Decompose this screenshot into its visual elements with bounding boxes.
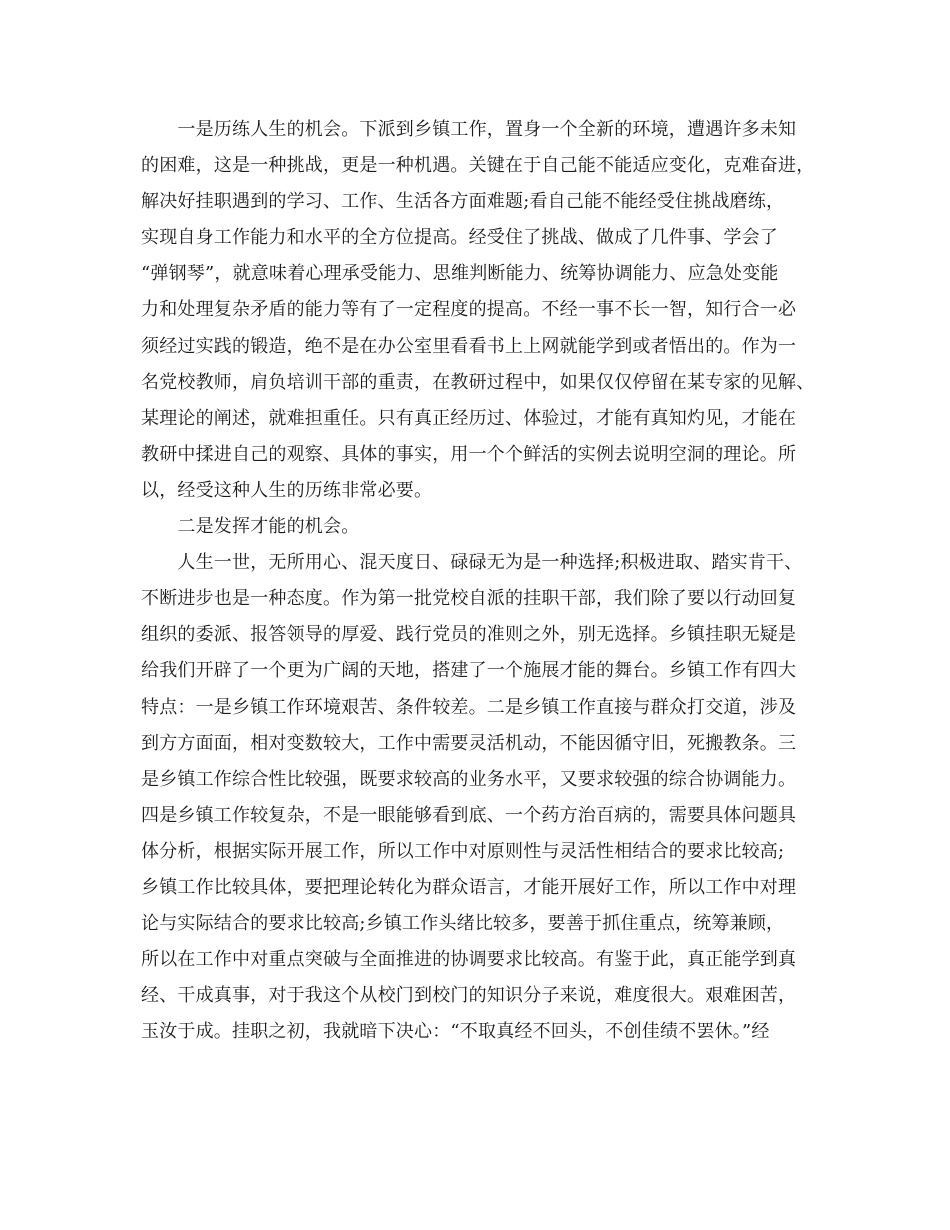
text-line: 教研中揉进自己的观察、具体的事实，用一个个鲜活的实例去说明空洞的理论。所 (141, 443, 797, 465)
text-line: 解决好挂职遇到的学习、工作、生活各方面难题;看自己能不能经受住挑战磨练， (141, 191, 785, 213)
text-line: 体分析，根据实际开展工作，所以工作中对原则性与灵活性相结合的要求比较高; (141, 840, 785, 862)
text-line: 须经过实践的锻造，绝不是在办公室里看看书上上网就能学到或者悟出的。作为一 (141, 335, 797, 357)
text-line: 玉汝于成。挂职之初，我就暗下决心：“不取真经不回头，不创佳绩不罢休。”经 (141, 1021, 770, 1043)
text-line: 乡镇工作比较具体，要把理论转化为群众语言，才能开展好工作，所以工作中对理 (141, 876, 797, 898)
body-text (141, 112, 821, 1050)
text-line: 力和处理复杂矛盾的能力等有了一定程度的提高。不经一事不长一智，知行合一必 (141, 299, 797, 321)
text-line: 名党校教师，肩负培训干部的重责，在教研过程中，如果仅仅停留在某专家的见解、 (141, 371, 815, 393)
text-line: 所以在工作中对重点突破与全面推进的协调要求比较高。有鉴于此，真正能学到真 (141, 949, 797, 971)
text-line: 人生一世，无所用心、混天度日、碌碌无为是一种选择;积极进取、踏实肯干、 (141, 552, 803, 574)
text-line: 经、干成真事，对于我这个从校门到校门的知识分子来说，难度很大。艰难困苦， (141, 985, 797, 1007)
text-line: 的困难，这是一种挑战，更是一种机遇。关键在于自己能不能适应变化，克难奋进， (141, 155, 815, 177)
text-line: 以，经受这种人生的历练非常必要。 (141, 479, 433, 501)
text-line: 给我们开辟了一个更为广阔的天地，搭建了一个施展才能的舞台。乡镇工作有四大 (141, 660, 797, 682)
text-line: 论与实际结合的要求比较高;乡镇工作头绪比较多，要善于抓住重点，统筹兼顾， (141, 913, 785, 935)
text-line: 组织的委派、报答领导的厚爱、践行党员的准则之外，别无选择。乡镇挂职无疑是 (141, 624, 797, 646)
text-line: 特点：一是乡镇工作环境艰苦、条件较差。二是乡镇工作直接与群众打交道，涉及 (141, 696, 797, 718)
text-line: “弹钢琴”，就意味着心理承受能力、思维判断能力、统筹协调能力、应急处变能 (141, 263, 779, 285)
text-line: 不断进步也是一种态度。作为第一批党校自派的挂职干部，我们除了要以行动回复 (141, 588, 797, 610)
text-line: 四是乡镇工作较复杂，不是一眼能够看到底、一个药方治百病的，需要具体问题具 (141, 804, 797, 826)
text-line: 某理论的阐述，就难担重任。只有真正经历过、体验过，才能有真知灼见，才能在 (141, 407, 797, 429)
text-line: 是乡镇工作综合性比较强，既要求较高的业务水平，又要求较强的综合协调能力。 (141, 768, 797, 790)
text-line: 二是发挥才能的机会。 (141, 516, 360, 538)
text-line: 实现自身工作能力和水平的全方位提高。经受住了挑战、做成了几件事、学会了 (141, 227, 778, 249)
text-line: 到方方面面，相对变数较大，工作中需要灵活机动，不能因循守旧，死搬教条。三 (141, 732, 797, 754)
text-line: 一是历练人生的机会。下派到乡镇工作，置身一个全新的环境，遭遇许多未知 (141, 119, 797, 140)
